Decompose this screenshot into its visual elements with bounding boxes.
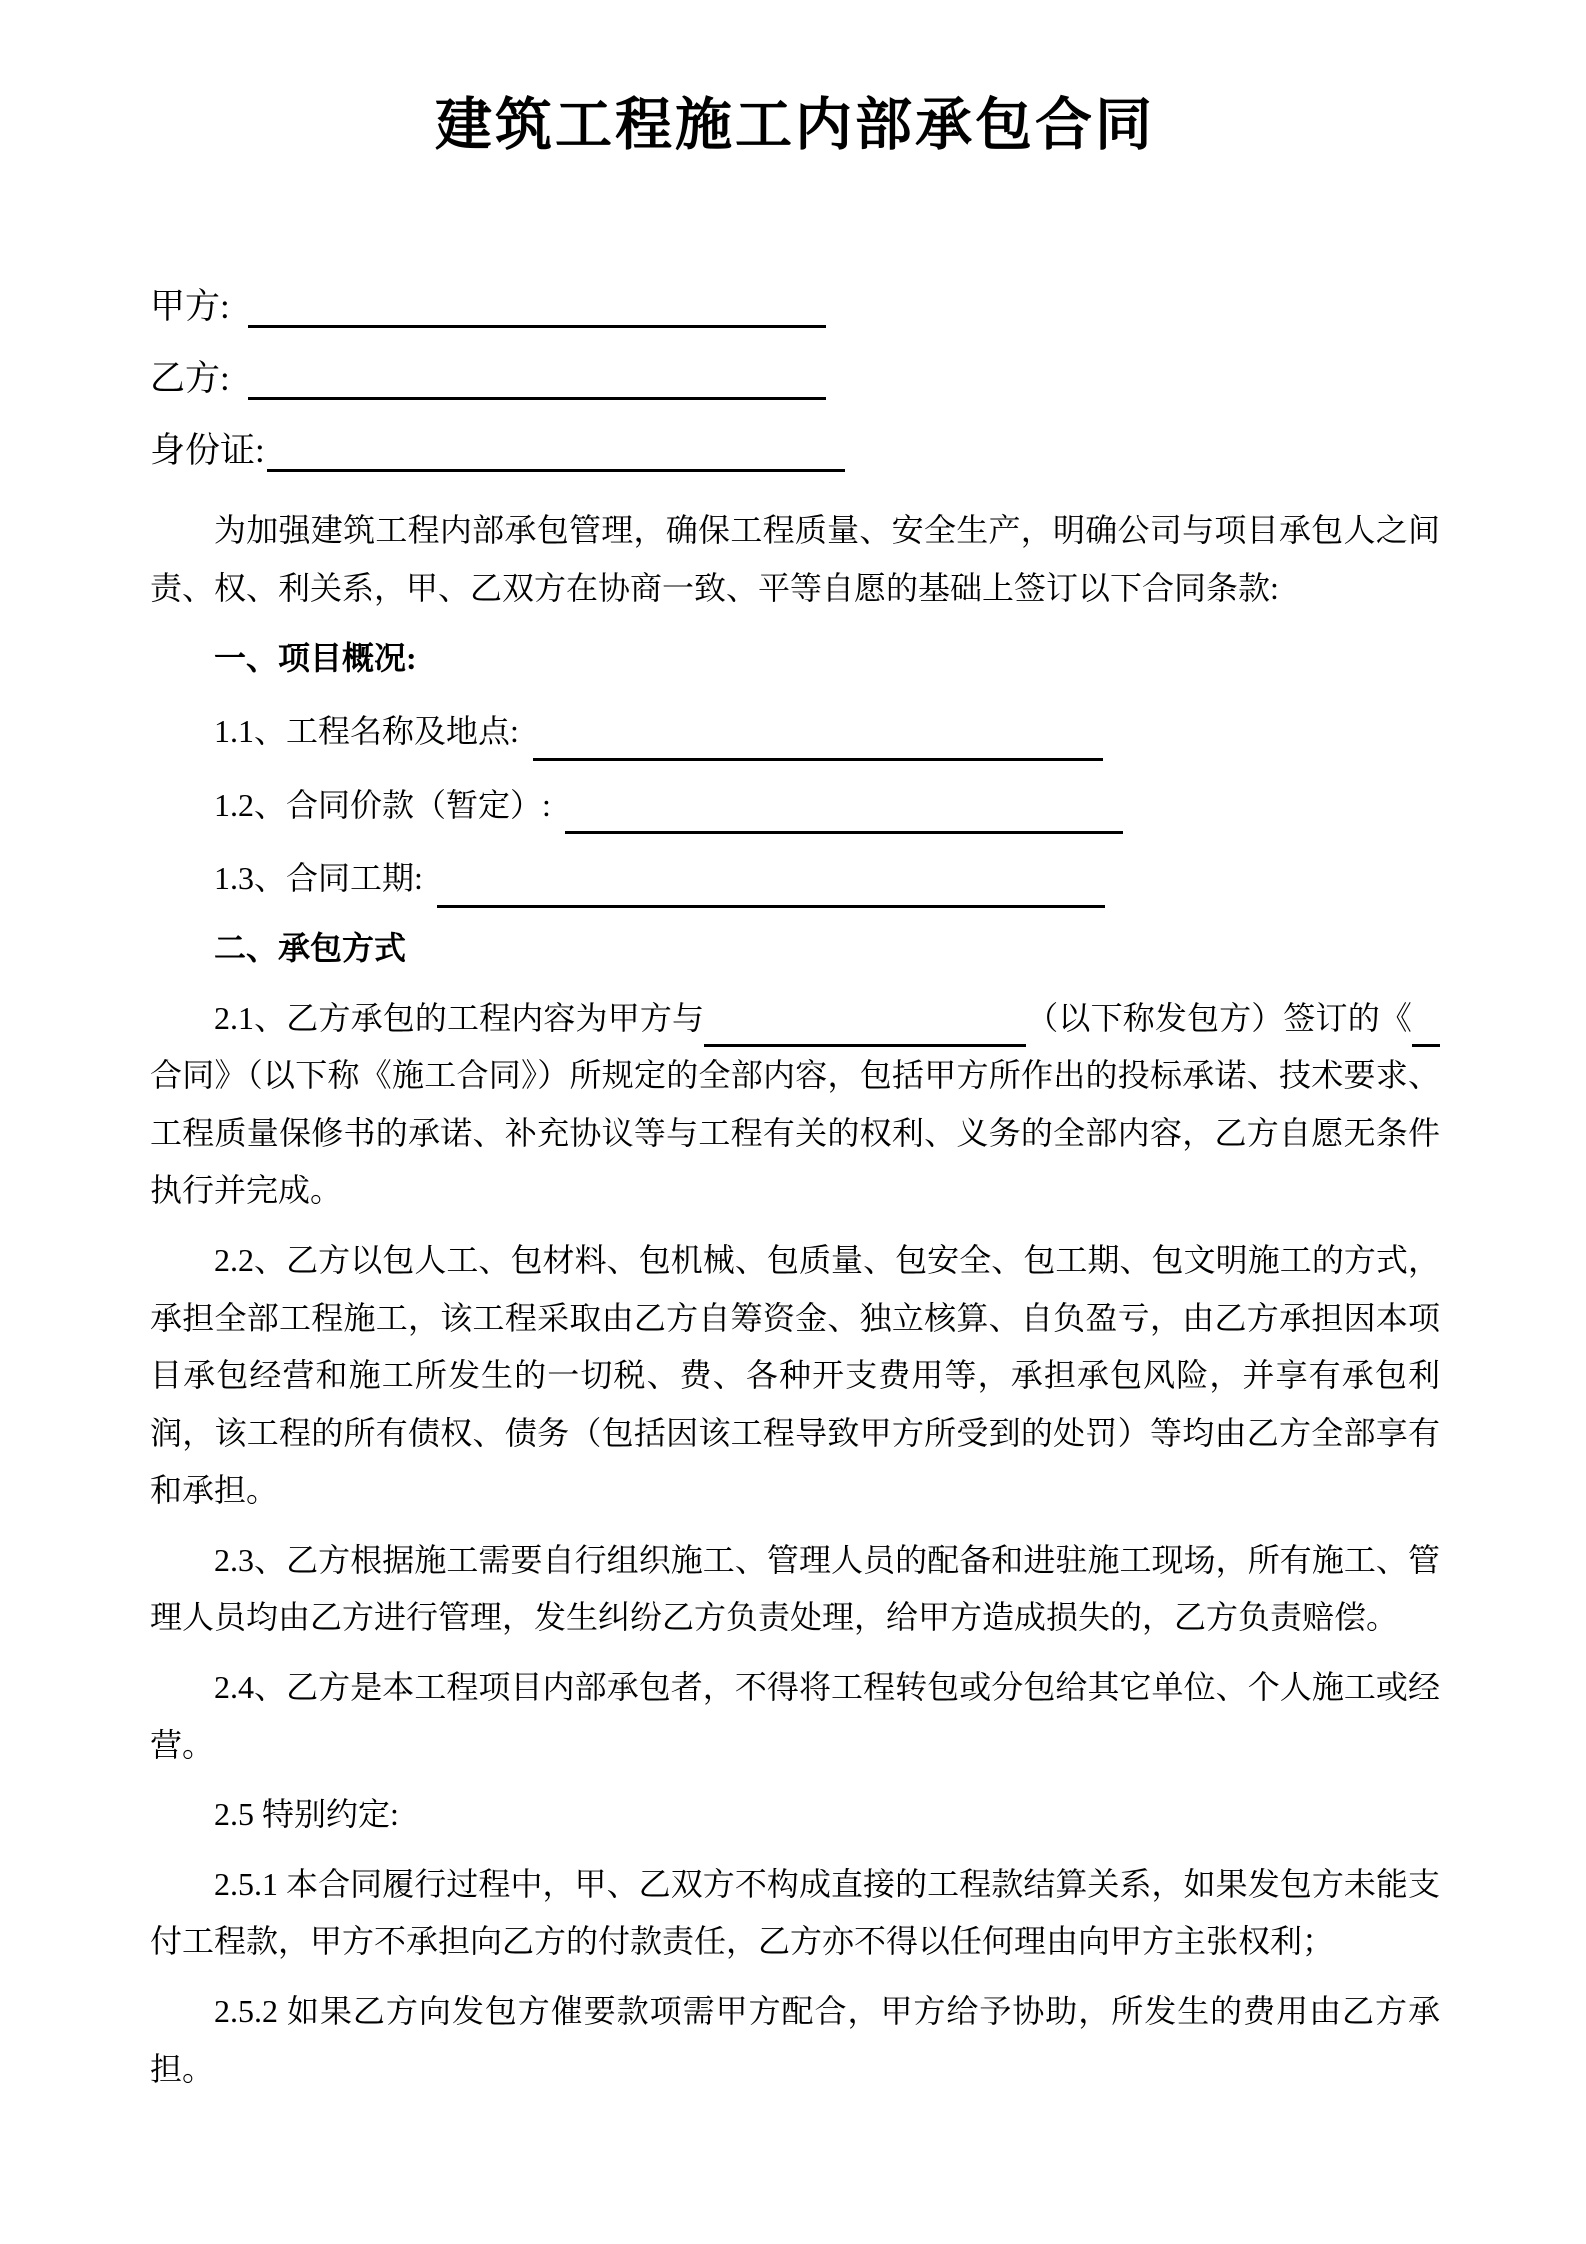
employer-name-blank[interactable] bbox=[704, 1011, 1026, 1047]
contract-name-blank[interactable] bbox=[1412, 1011, 1440, 1047]
clause-2-3-paragraph: 2.3、乙方根据施工需要自行组织施工、管理人员的配备和进驻施工现场，所有施工、管理人员均由乙方进行管理，发生纠纷乙方负责处理，给甲方造成损失的，乙方负责赔偿。 bbox=[150, 1541, 1440, 1636]
contract-price-label: 1.2、合同价款（暂定）: bbox=[214, 786, 551, 823]
party-b-label: 乙方: bbox=[150, 359, 230, 399]
section2-heading: 二、承包方式 bbox=[214, 929, 407, 966]
party-b-blank[interactable] bbox=[248, 358, 826, 400]
clause-2-5-2-paragraph: 2.5.2 如果乙方向发包方催要款项需甲方配合，甲方给予协助，所发生的费用由乙方承担。 bbox=[150, 1993, 1440, 2087]
party-a-blank[interactable] bbox=[248, 286, 826, 328]
id-card-blank[interactable] bbox=[267, 430, 845, 472]
project-name-blank[interactable] bbox=[533, 723, 1103, 761]
section1-heading: 一、项目概况: bbox=[214, 639, 417, 676]
contract-price-item bbox=[150, 777, 1440, 835]
contract-title: 建筑工程施工内部承包合同 bbox=[435, 94, 1155, 157]
project-name-item bbox=[150, 703, 1440, 761]
id-card-row bbox=[150, 430, 1440, 472]
party-a-label: 甲方: bbox=[150, 287, 230, 327]
contract-price-blank[interactable] bbox=[565, 796, 1123, 834]
clause-2-1-text-before: 2.1、乙方承包的工程内容为甲方与 bbox=[214, 999, 705, 1036]
clause-2-1-text-mid: （以下称发包方）签订的《 bbox=[1026, 999, 1412, 1036]
party-a-row bbox=[150, 286, 1440, 328]
id-card-label: 身份证: bbox=[150, 431, 265, 471]
clause-2-5-1-paragraph: 2.5.1 本合同履行过程中，甲、乙双方不构成直接的工程款结算关系，如果发包方未能支付工程款，甲方不承担向乙方的付款责任，乙方亦不得以任何理由向甲方主张权利； bbox=[150, 1865, 1440, 1960]
project-name-label: 1.1、工程名称及地点: bbox=[214, 713, 519, 750]
clause-2-1-text-end: 合同》（以下称《施工合同》）所规定的全部内容，包括甲方所作出的投标承诺、技术要求、工程质量保修书的承诺、补充协议等与工程有关的权利、义务的全部内容，乙方自愿无条件执行并完成。 bbox=[150, 1057, 1440, 1209]
clause-2-2-paragraph: 2.2、乙方以包人工、包材料、包机械、包质量、包安全、包工期、包文明施工的方式，承担全部工程施工，该工程采取由乙方自筹资金、独立核算、自负盈亏，由乙方承担因本项目承包经营和施工所发生的一切税、费、各种开支费用等，承担承包风险，并享有承包利润，该工程的所有债权、债务（包括因该工程导致甲方所受到的处罚）等均由乙方全部享有和承担。 bbox=[150, 1241, 1440, 1509]
clause-2-5-heading: 2.5 特别约定: bbox=[214, 1796, 399, 1833]
contract-duration-blank[interactable] bbox=[437, 870, 1105, 908]
contract-duration-item bbox=[150, 850, 1440, 908]
party-b-row bbox=[150, 358, 1440, 400]
intro-paragraph: 为加强建筑工程内部承包管理，确保工程质量、安全生产，明确公司与项目承包人之间责、权、利关系，甲、乙双方在协商一致、平等自愿的基础上签订以下合同条款: bbox=[150, 512, 1440, 606]
clause-2-4-paragraph: 2.4、乙方是本工程项目内部承包者，不得将工程转包或分包给其它单位、个人施工或经营。 bbox=[150, 1669, 1440, 1763]
clause-2-1-paragraph bbox=[150, 990, 1440, 1220]
contract-duration-label: 1.3、合同工期: bbox=[214, 860, 423, 897]
